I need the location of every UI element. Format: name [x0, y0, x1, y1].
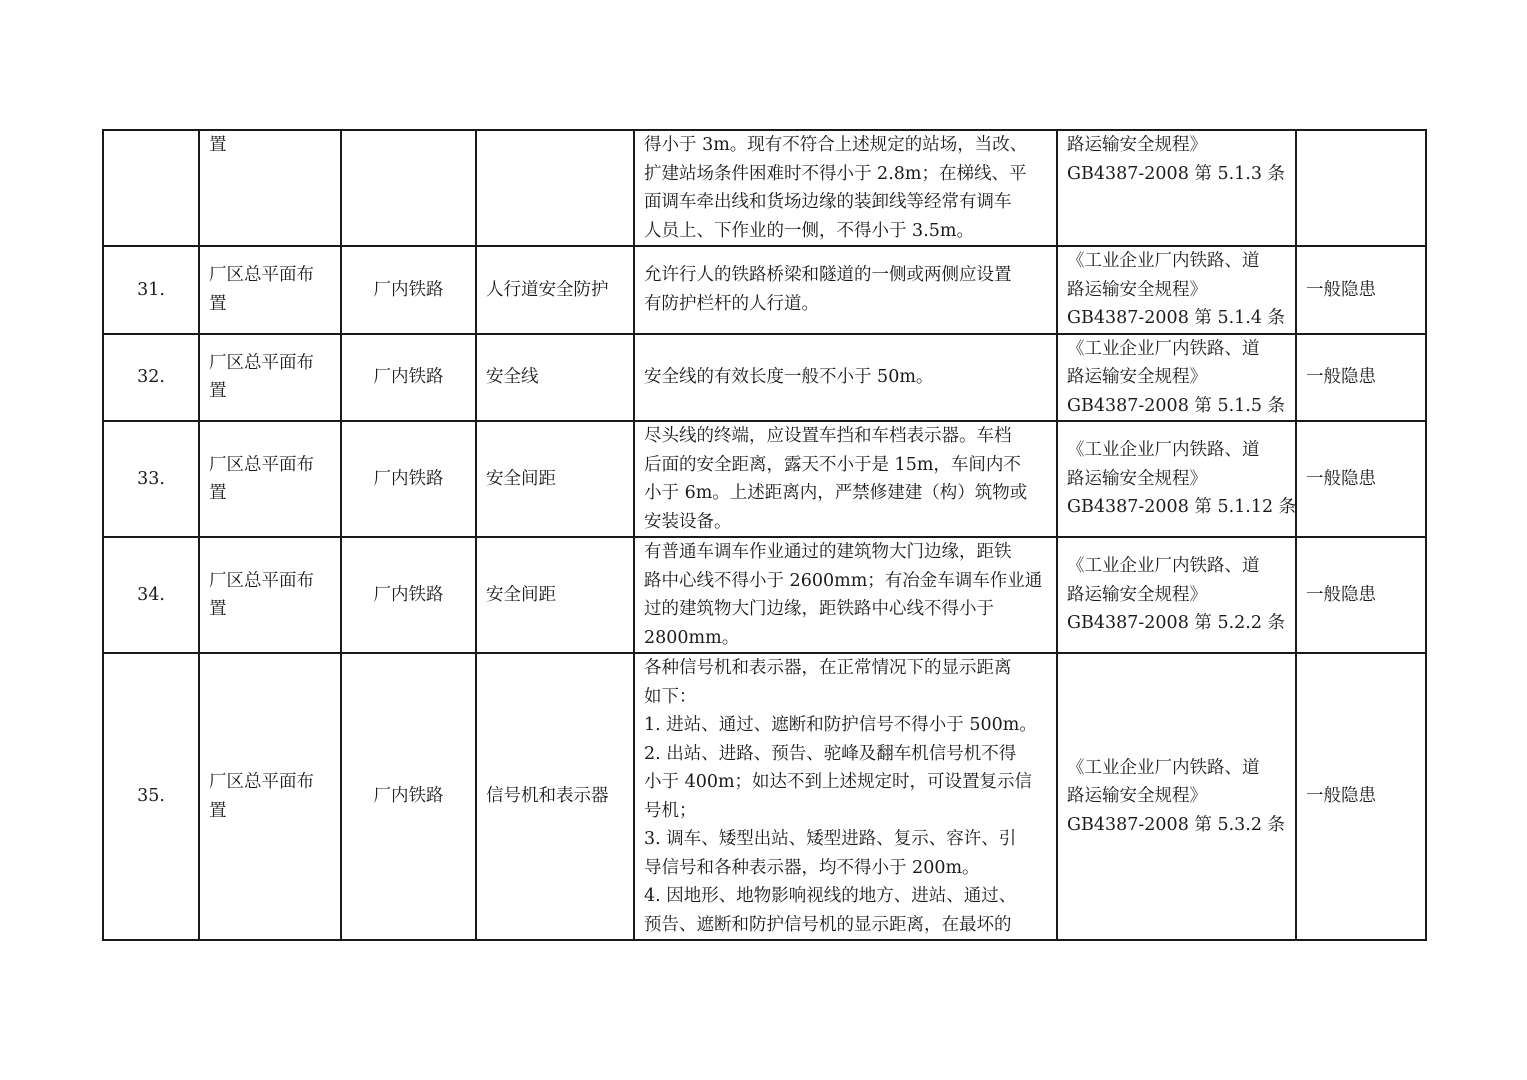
row-number: 33. [103, 421, 199, 537]
basis-line: 《工业企业厂内铁路、道 [1067, 440, 1260, 461]
area-cell [199, 421, 341, 537]
row-number: 31. [103, 246, 199, 334]
area-text: 厂区总平面布置 [209, 454, 314, 503]
requirement-line: 扩建站场条件困难时不得小于 2.8m；在梯线、平 [644, 163, 1027, 184]
item-cell: 信号机和表示器 [476, 653, 634, 940]
requirement-line: 1. 进站、通过、遮断和防护信号不得小于 500m。 [644, 715, 1037, 735]
category-cell: 厂内铁路 [341, 334, 476, 422]
category-cell: 厂内铁路 [341, 653, 476, 940]
row-number: 34. [103, 537, 199, 653]
table-row [103, 537, 1426, 653]
hazard-level-cell: 一般隐患 [1296, 246, 1426, 334]
requirement-line: 小于 6m。上述距离内，严禁修建建（构）筑物或 [644, 483, 1028, 503]
requirement-cell [634, 246, 1057, 334]
basis-line: 《工业企业厂内铁路、道 [1067, 757, 1260, 778]
requirement-line: 得小于 3m。现有不符合上述规定的站场，当改、 [644, 135, 1028, 155]
requirement-line: 过的建筑物大门边缘，距铁路中心线不得小于 [644, 599, 994, 619]
basis-line: GB4387-2008 第 5.1.12 条 [1067, 497, 1297, 518]
category-cell [341, 130, 476, 246]
hazard-level-cell: 一般隐患 [1296, 421, 1426, 537]
requirement-line: 有防护栏杆的人行道。 [644, 293, 819, 314]
requirement-line: 小于 400m；如达不到上述规定时，可设置复示信 [644, 772, 1033, 792]
hazard-level-cell: 一般隐患 [1296, 653, 1426, 940]
requirement-line: 后面的安全距离，露天不小于是 15m，车间内不 [644, 454, 1021, 475]
row-number: 32. [103, 334, 199, 422]
area-cell [199, 246, 341, 334]
requirement-line: 如下： [644, 686, 697, 707]
item-cell [476, 130, 634, 246]
table-row [103, 246, 1426, 334]
item-cell: 人行道安全防护 [476, 246, 634, 334]
requirement-cell [634, 421, 1057, 537]
area-text: 厂区总平面布置 [209, 772, 314, 821]
item-cell: 安全线 [476, 334, 634, 422]
requirement-line: 安装设备。 [644, 511, 732, 532]
basis-cell [1057, 334, 1296, 422]
requirement-cell [634, 130, 1057, 246]
area-cell [199, 130, 341, 246]
requirement-line: 2. 出站、进路、预告、驼峰及翻车机信号机不得 [644, 743, 1017, 764]
area-text: 置 [209, 135, 227, 155]
requirement-line: 有普通车调车作业通过的建筑物大门边缘，距铁 [644, 542, 1012, 562]
basis-cell [1057, 246, 1296, 334]
basis-cell [1057, 130, 1296, 246]
requirement-line: 安全线的有效长度一般不小于 50m。 [644, 367, 934, 387]
hazard-level-cell: 一般隐患 [1296, 334, 1426, 422]
requirement-line: 各种信号机和表示器，在正常情况下的显示距离 [644, 658, 1012, 678]
requirement-line: 尽头线的终端，应设置车挡和车档表示器。车档 [644, 426, 1012, 446]
area-text: 厂区总平面布置 [209, 570, 314, 619]
requirement-line: 路中心线不得小于 2600mm；有冶金车调车作业通 [644, 570, 1043, 591]
area-cell [199, 334, 341, 422]
basis-line: 路运输安全规程》 [1067, 279, 1207, 300]
requirement-line: 导信号和各种表示器，均不得小于 200m。 [644, 857, 980, 878]
basis-line: 路运输安全规程》 [1067, 468, 1207, 489]
basis-line: GB4387-2008 第 5.3.2 条 [1067, 814, 1286, 835]
requirement-cell [634, 334, 1057, 422]
basis-line: 《工业企业厂内铁路、道 [1067, 251, 1260, 271]
row-number: 35. [103, 653, 199, 940]
basis-cell [1057, 421, 1296, 537]
category-cell: 厂内铁路 [341, 421, 476, 537]
requirement-line: 预告、遮断和防护信号机的显示距离，在最坏的 [644, 914, 1012, 935]
requirement-line: 4. 因地形、地物影响视线的地方、进站、通过、 [644, 886, 1017, 906]
hazard-level-cell [1296, 130, 1426, 246]
area-text: 厂区总平面布置 [209, 265, 314, 314]
requirement-cell [634, 653, 1057, 940]
table-row [103, 334, 1426, 422]
hazard-level-cell: 一般隐患 [1296, 537, 1426, 653]
table-row [103, 653, 1426, 940]
item-cell: 安全间距 [476, 537, 634, 653]
table-row [103, 130, 1426, 246]
basis-line: GB4387-2008 第 5.1.5 条 [1067, 395, 1286, 416]
requirement-line: 3. 调车、矮型出站、矮型进路、复示、容许、引 [644, 829, 1017, 849]
requirement-line: 人员上、下作业的一侧，不得小于 3.5m。 [644, 220, 974, 241]
category-cell: 厂内铁路 [341, 537, 476, 653]
area-cell [199, 537, 341, 653]
basis-line: 《工业企业厂内铁路、道 [1067, 338, 1260, 359]
table-body [103, 130, 1426, 940]
basis-line: 路运输安全规程》 [1067, 367, 1207, 387]
basis-line: GB4387-2008 第 5.1.3 条 [1067, 163, 1286, 184]
item-cell: 安全间距 [476, 421, 634, 537]
basis-line: 路运输安全规程》 [1067, 135, 1207, 155]
requirement-cell [634, 537, 1057, 653]
basis-line: 《工业企业厂内铁路、道 [1067, 556, 1260, 577]
requirement-line: 面调车牵出线和货场边缘的装卸线等经常有调车 [644, 192, 1012, 212]
requirement-line: 号机； [644, 800, 697, 821]
basis-line: GB4387-2008 第 5.1.4 条 [1067, 308, 1286, 328]
row-number [103, 130, 199, 246]
basis-cell [1057, 653, 1296, 940]
requirement-line: 2800mm。 [644, 627, 740, 648]
area-text: 厂区总平面布置 [209, 352, 314, 402]
hazard-table [102, 129, 1427, 941]
area-cell [199, 653, 341, 940]
basis-line: 路运输安全规程》 [1067, 584, 1207, 605]
basis-line: GB4387-2008 第 5.2.2 条 [1067, 613, 1286, 634]
table-row [103, 421, 1426, 537]
basis-line: 路运输安全规程》 [1067, 786, 1207, 807]
basis-cell [1057, 537, 1296, 653]
requirement-line: 允许行人的铁路桥梁和隧道的一侧或两侧应设置 [644, 265, 1012, 286]
category-cell: 厂内铁路 [341, 246, 476, 334]
